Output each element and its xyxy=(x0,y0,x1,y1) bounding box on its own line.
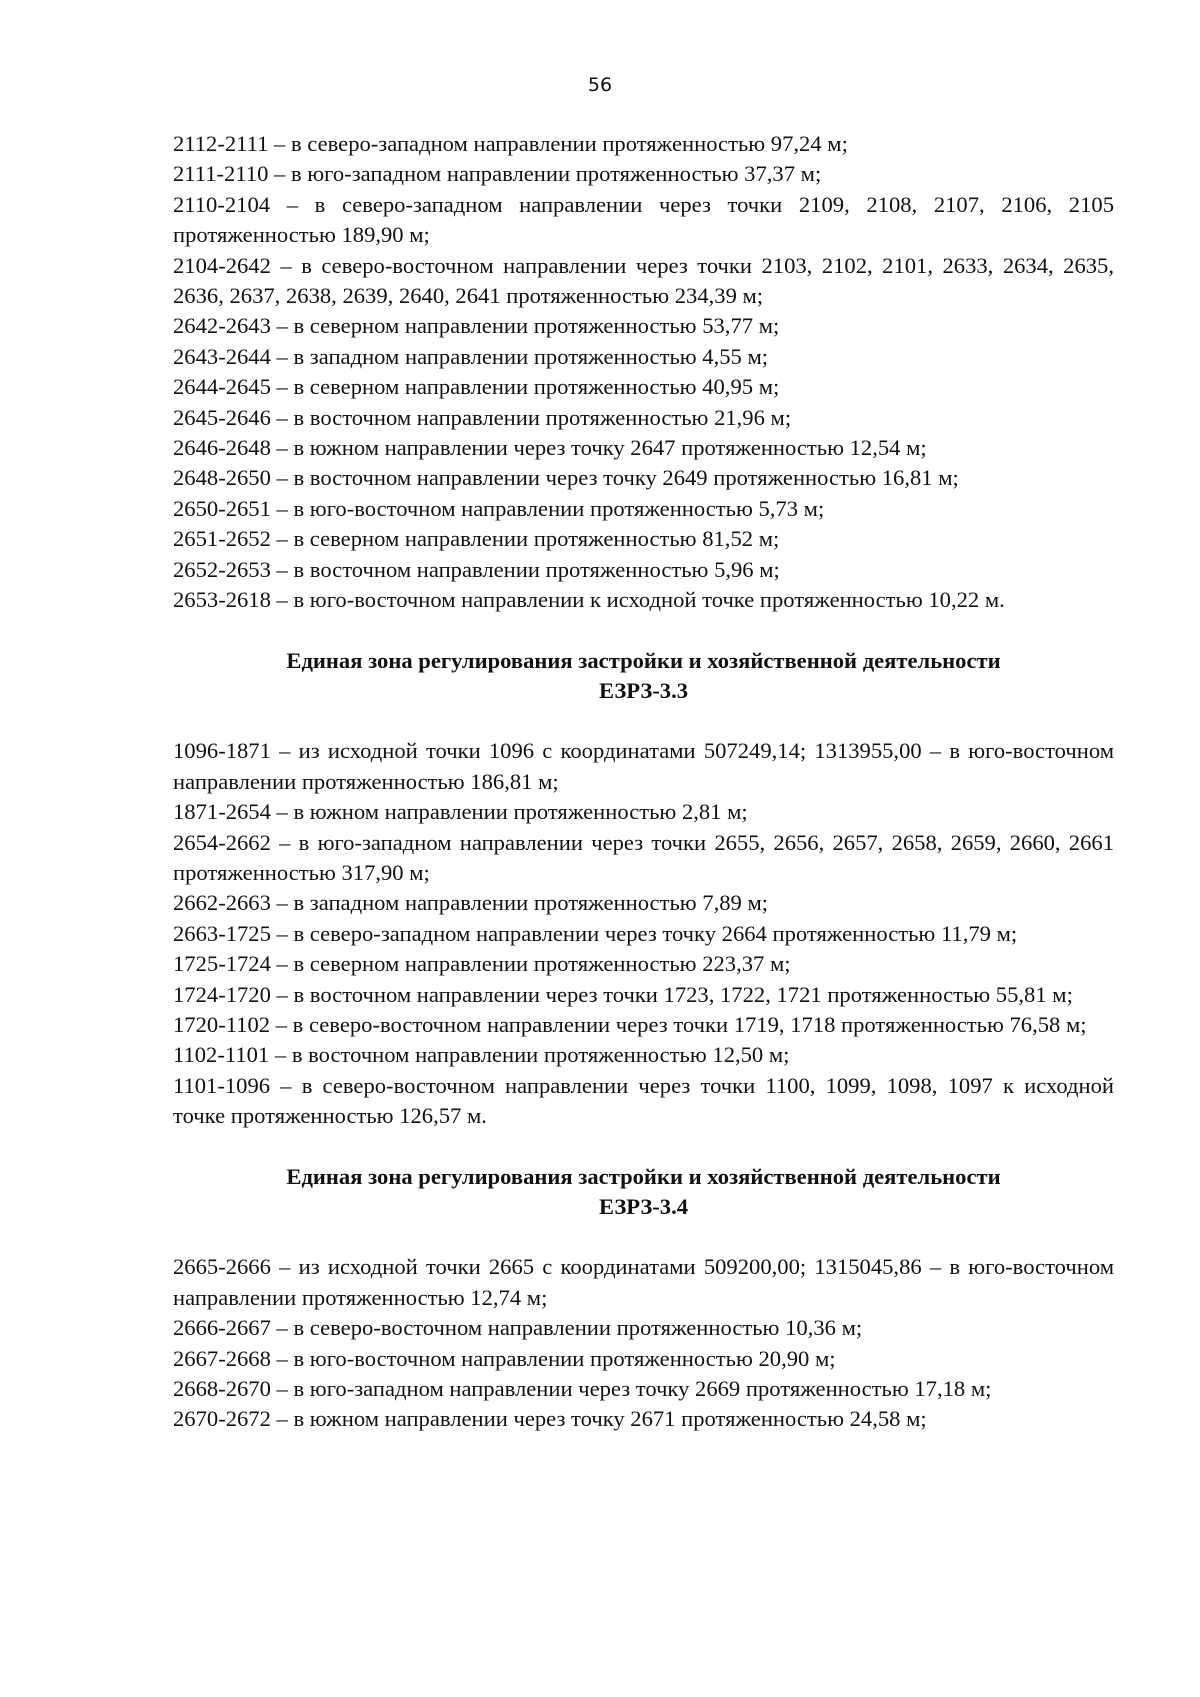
paragraph: 2648-2650 – в восточном направлении через точку 2649 протяженностью 16,81 м; xyxy=(173,465,959,491)
paragraph: 2663-1725 – в северо-западном направлении через точку 2664 протяженностью 11,79 м; xyxy=(173,920,1018,946)
zone-code-heading: ЕЗРЗ-3.4 xyxy=(598,1194,689,1219)
paragraph: 2112-2111 – в северо-западном направлении протяженностью 97,24 м; xyxy=(173,131,848,156)
document-body xyxy=(173,129,1114,1435)
paragraph: 1725-1724 – в северном направлении протяженностью 223,37 м; xyxy=(173,951,791,977)
section-spacer xyxy=(173,616,1114,646)
paragraph: 2667-2668 – в юго-восточном направлении протяженностью 20,90 м; xyxy=(173,1345,836,1371)
paragraph: 2110-2104 – в северо-западном направлении через точки 2109, 2108, 2107, 2106, 2105 протяженностью 189,90 м; xyxy=(173,191,1114,248)
paragraph: 2652-2653 – в восточном направлении протяженностью 5,96 м; xyxy=(173,556,780,582)
section-1 xyxy=(173,129,1114,616)
section-spacer xyxy=(173,1132,1114,1162)
paragraph: 2662-2663 – в западном направлении протяженностью 7,89 м; xyxy=(173,890,769,916)
section-3 xyxy=(173,1162,1114,1435)
paragraph: 1871-2654 – в южном направлении протяженностью 2,81 м; xyxy=(173,799,748,825)
paragraph: 2645-2646 – в восточном направлении протяженностью 21,96 м; xyxy=(173,404,792,430)
paragraph: 2644-2645 – в северном направлении протяженностью 40,95 м; xyxy=(173,374,780,400)
paragraph: 2111-2110 – в юго-западном направлении протяженностью 37,37 м; xyxy=(173,161,822,187)
paragraph: 2643-2644 – в западном направлении протяженностью 4,55 м; xyxy=(173,343,769,369)
paragraph: 2654-2662 – в юго-западном направлении через точки 2655, 2656, 2657, 2658, 2659, 2660, 2661 протяженностью 317,90 м; xyxy=(173,829,1114,885)
section-heading: Единая зона регулирования застройки и хозяйственной деятельности xyxy=(286,1163,1001,1189)
section-2 xyxy=(173,646,1114,1132)
paragraph: 2665-2666 – из исходной точки 2665 с координатами 509200,00; 1315045,86 – в юго-восточном направлении протяженностью 12,74 м; xyxy=(173,1254,1114,1310)
zone-code-heading: ЕЗРЗ-3.3 xyxy=(598,677,689,703)
paragraph: 1096-1871 – из исходной точки 1096 с координатами 507249,14; 1313955,00 – в юго-восточном направлении протяженностью 186,81 м; xyxy=(173,738,1114,794)
heading-spacer xyxy=(173,706,1114,736)
paragraph: 1720-1102 – в северо-восточном направлении через точки 1719, 1718 протяженностью 76,58 м; xyxy=(173,1011,1087,1037)
paragraph: 2651-2652 – в северном направлении протяженностью 81,52 м; xyxy=(173,526,780,552)
paragraph: 2104-2642 – в северо-восточном направлении через точки 2103, 2102, 2101, 2633, 2634, 2635, 2636, 2637, 2638, 2639, 2640, 2641 протяженностью 234,39 м; xyxy=(173,252,1114,309)
page-number: 56 xyxy=(587,74,613,96)
heading-spacer xyxy=(173,1222,1114,1252)
paragraph: 2650-2651 – в юго-восточном направлении протяженностью 5,73 м; xyxy=(173,495,825,521)
paragraph: 1102-1101 – в восточном направлении протяженностью 12,50 м; xyxy=(173,1042,790,1068)
section-heading: Единая зона регулирования застройки и хозяйственной деятельности xyxy=(286,647,1001,673)
paragraph: 2670-2672 – в южном направлении через точку 2671 протяженностью 24,58 м; xyxy=(173,1406,927,1432)
paragraph: 1101-1096 – в северо-восточном направлении через точки 1100, 1099, 1098, 1097 к исходной точке протяженностью 126,57 м. xyxy=(173,1072,1114,1129)
paragraph: 2642-2643 – в северном направлении протяженностью 53,77 м; xyxy=(173,313,780,339)
paragraph: 2668-2670 – в юго-западном направлении через точку 2669 протяженностью 17,18 м; xyxy=(173,1376,992,1402)
paragraph: 2666-2667 – в северо-восточном направлении протяженностью 10,36 м; xyxy=(173,1315,863,1341)
paragraph: 2646-2648 – в южном направлении через точку 2647 протяженностью 12,54 м; xyxy=(173,435,927,461)
paragraph: 1724-1720 – в восточном направлении через точки 1723, 1722, 1721 протяженностью 55,81 м; xyxy=(173,981,1073,1007)
paragraph: 2653-2618 – в юго-восточном направлении к исходной точке протяженностью 10,22 м. xyxy=(173,587,1005,613)
